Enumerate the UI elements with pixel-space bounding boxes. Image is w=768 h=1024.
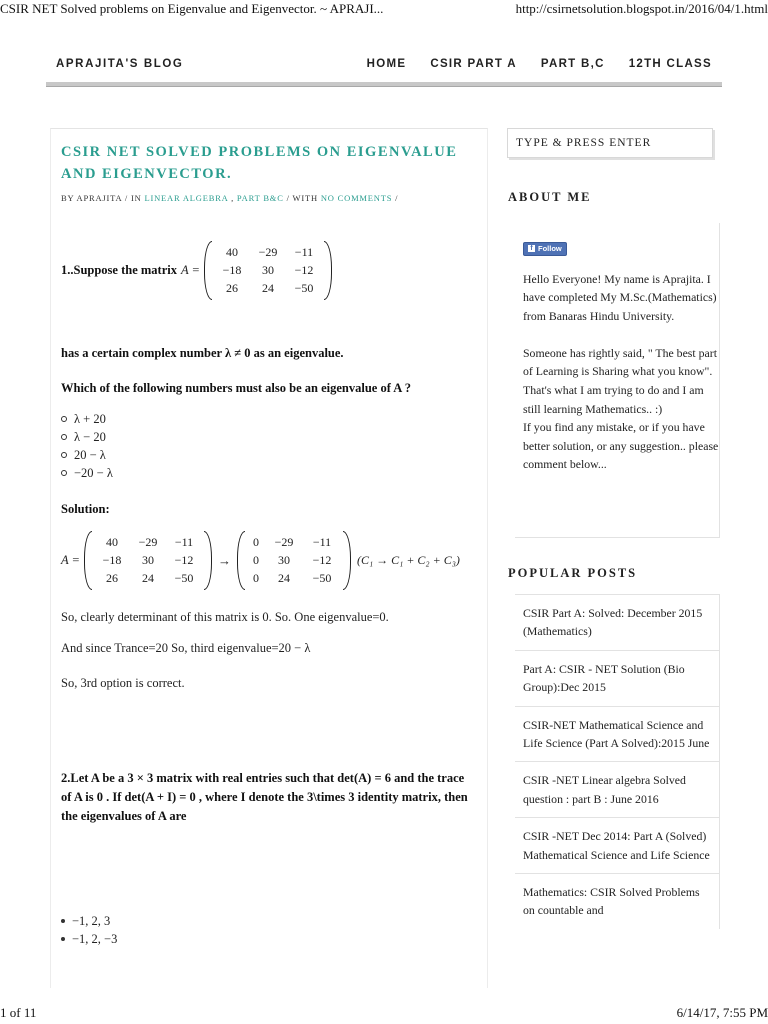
top-navigation <box>46 50 722 84</box>
right-bracket <box>324 241 332 300</box>
popular-post-link[interactable]: Part A: CSIR - NET Solution (Bio Group):Dec 2015 <box>515 650 719 706</box>
option-label: λ − 20 <box>74 430 106 444</box>
popular-post-link[interactable]: CSIR -NET Dec 2014: Part A (Solved) Mathematical Science and Life Science <box>515 817 719 873</box>
print-url: http://csirnetsolution.blogspot.in/2016/04/1.html <box>515 1 768 16</box>
matrix-cell: 24 <box>277 571 290 585</box>
facebook-icon: f <box>528 245 535 252</box>
popular-post-link[interactable]: CSIR Part A: Solved: December 2015 (Mathematics) <box>515 594 719 650</box>
matrix-cell: 30 <box>141 553 154 567</box>
page-number: 1 of 11 <box>0 1005 37 1020</box>
solution-step-3: So, 3rd option is correct. <box>61 676 185 690</box>
option-label: λ + 20 <box>74 412 106 426</box>
matrix-cell: 0 <box>252 571 259 585</box>
matrix-cell: −50 <box>294 281 314 295</box>
bullet-icon <box>61 919 65 923</box>
matrix-a <box>204 241 332 300</box>
about-widget <box>515 223 720 538</box>
matrix-cell: −18 <box>222 263 242 277</box>
post-byline <box>61 193 477 203</box>
matrix-cell: −11 <box>294 245 314 259</box>
option-label: −20 − λ <box>74 466 113 480</box>
right-bracket <box>343 531 351 590</box>
matrix-cell: −50 <box>174 571 194 585</box>
option-item[interactable] <box>61 446 487 464</box>
left-bracket <box>237 531 245 590</box>
matrix-cell: −29 <box>138 535 158 549</box>
matrix-cell: 26 <box>225 281 238 295</box>
matrix-cell: 24 <box>261 281 274 295</box>
nav-part-bc[interactable]: PART B,C <box>540 58 605 70</box>
post-title[interactable]: CSIR NET SOLVED PROBLEMS ON EIGENVALUE AND EIGENVECTOR. <box>61 144 458 182</box>
column-operation: (C₁ → C₁ + C₂ + C₃) <box>356 553 460 567</box>
popular-post-link[interactable]: CSIR -NET Linear algebra Solved question : part B : June 2016 <box>515 761 719 817</box>
left-bracket <box>204 241 212 300</box>
solution-label: Solution: <box>61 502 110 516</box>
solution-matrix-1 <box>84 531 212 590</box>
about-text: Hello Everyone! My name is Aprajita. I have completed My M.Sc.(Mathematics) from Banaras Hindu University. Someone has rightly said, " The best part of Learning is Sharing what you know". That's what I am trying to do and I am still learning Mathematics.. :) If you find any mistake, or if you have better solution, or any suggestion.. please comment below... <box>523 271 719 472</box>
matrix-lhs: A = <box>180 263 200 277</box>
solution-matrix-2-entries <box>245 531 343 590</box>
matrix-cell: 30 <box>261 263 274 277</box>
byline-author: BY APRAJITA / IN <box>61 193 145 203</box>
matrix-cell: −29 <box>258 245 278 259</box>
category-link-part-bc[interactable]: PART B&C <box>236 193 284 203</box>
question-1-lead: 1..Suppose the matrix <box>61 263 177 277</box>
question-1-options <box>61 410 487 482</box>
matrix-cell: 0 <box>252 553 259 567</box>
radio-circle-icon <box>61 452 67 458</box>
solution-lhs: A = <box>61 553 80 567</box>
follow-label: Follow <box>538 244 562 253</box>
blog-post <box>50 128 488 988</box>
right-bracket <box>204 531 212 590</box>
main-menu <box>367 58 712 70</box>
blog-brand[interactable]: APRAJITA'S BLOG <box>56 58 184 70</box>
option-label: 20 − λ <box>74 448 106 462</box>
matrix-cell: −11 <box>174 535 194 549</box>
matrix-cell: 26 <box>105 571 118 585</box>
solution-matrix-2 <box>237 531 351 590</box>
print-header <box>0 0 768 20</box>
print-title: CSIR NET Solved problems on Eigenvalue and Eigenvector. ~ APRAJI... <box>0 1 384 16</box>
matrix-cell: −12 <box>174 553 194 567</box>
matrix-cell: −12 <box>312 553 332 567</box>
bullet-icon <box>61 937 65 941</box>
byline-separator: , <box>228 193 237 203</box>
radio-circle-icon <box>61 416 67 422</box>
option-item[interactable] <box>61 428 487 446</box>
comments-link[interactable]: NO COMMENTS <box>320 193 393 203</box>
print-datetime: 6/14/17, 7:55 PM <box>676 1005 768 1020</box>
matrix-cell: −18 <box>102 553 122 567</box>
matrix-cell: 40 <box>225 245 238 259</box>
about-heading: ABOUT ME <box>508 190 592 204</box>
solution-equation <box>61 531 487 590</box>
matrix-cell: 40 <box>105 535 118 549</box>
matrix-cell: −29 <box>274 535 294 549</box>
byline-with: / WITH <box>283 193 321 203</box>
sidebar <box>507 128 727 918</box>
question-1-line-2: has a certain complex number λ ≠ 0 as an eigenvalue. <box>61 346 344 360</box>
matrix-a-entries <box>212 241 324 300</box>
print-footer <box>0 1002 768 1024</box>
question-2-options <box>61 912 487 948</box>
matrix-cell: −12 <box>294 263 314 277</box>
nav-divider <box>46 82 722 87</box>
question-1-statement <box>51 241 487 300</box>
option-item[interactable] <box>61 464 487 482</box>
radio-circle-icon <box>61 434 67 440</box>
solution-matrix-1-entries <box>92 531 204 590</box>
popular-posts-heading: POPULAR POSTS <box>508 566 638 580</box>
popular-posts-list <box>515 594 720 929</box>
solution-step-1: So, clearly determinant of this matrix is 0. So. One eigenvalue=0. <box>61 610 389 624</box>
option-item[interactable] <box>61 912 487 930</box>
byline-end: / <box>392 193 399 203</box>
popular-post-link[interactable]: Mathematics: CSIR Solved Problems on countable and <box>515 873 719 929</box>
question-2-statement: 2.Let A be a 3 × 3 matrix with real entries such that det(A) = 6 and the trace of A is 0 . If det(A + I) = 0 , where I denote the 3\times 3 identity matrix, then the eigenvalues of A are <box>61 771 468 823</box>
matrix-cell: −50 <box>312 571 332 585</box>
matrix-cell: 24 <box>141 571 154 585</box>
nav-csir-part-a[interactable]: CSIR PART A <box>430 58 517 70</box>
matrix-cell: −11 <box>312 535 332 549</box>
question-1-line-3: Which of the following numbers must also be an eigenvalue of A ? <box>61 381 412 395</box>
matrix-cell: 0 <box>252 535 259 549</box>
option-item[interactable] <box>61 930 487 948</box>
arrow-icon: → <box>217 552 231 568</box>
solution-step-2: And since Trance=20 So, third eigenvalue=20 − λ <box>61 641 311 655</box>
nav-12th-class[interactable]: 12TH CLASS <box>628 58 712 70</box>
follow-button[interactable] <box>523 242 567 256</box>
category-link-linear-algebra[interactable]: LINEAR ALGEBRA <box>144 193 229 203</box>
radio-circle-icon <box>61 470 67 476</box>
nav-home[interactable]: HOME <box>366 58 407 70</box>
left-bracket <box>84 531 92 590</box>
option-item[interactable] <box>61 410 487 428</box>
search-input[interactable]: TYPE & PRESS ENTER <box>507 128 713 158</box>
option-label: −1, 2, −3 <box>72 932 118 946</box>
option-label: −1, 2, 3 <box>72 914 111 928</box>
matrix-cell: 30 <box>277 553 290 567</box>
popular-post-link[interactable]: CSIR-NET Mathematical Science and Life Science (Part A Solved):2015 June <box>515 706 719 762</box>
